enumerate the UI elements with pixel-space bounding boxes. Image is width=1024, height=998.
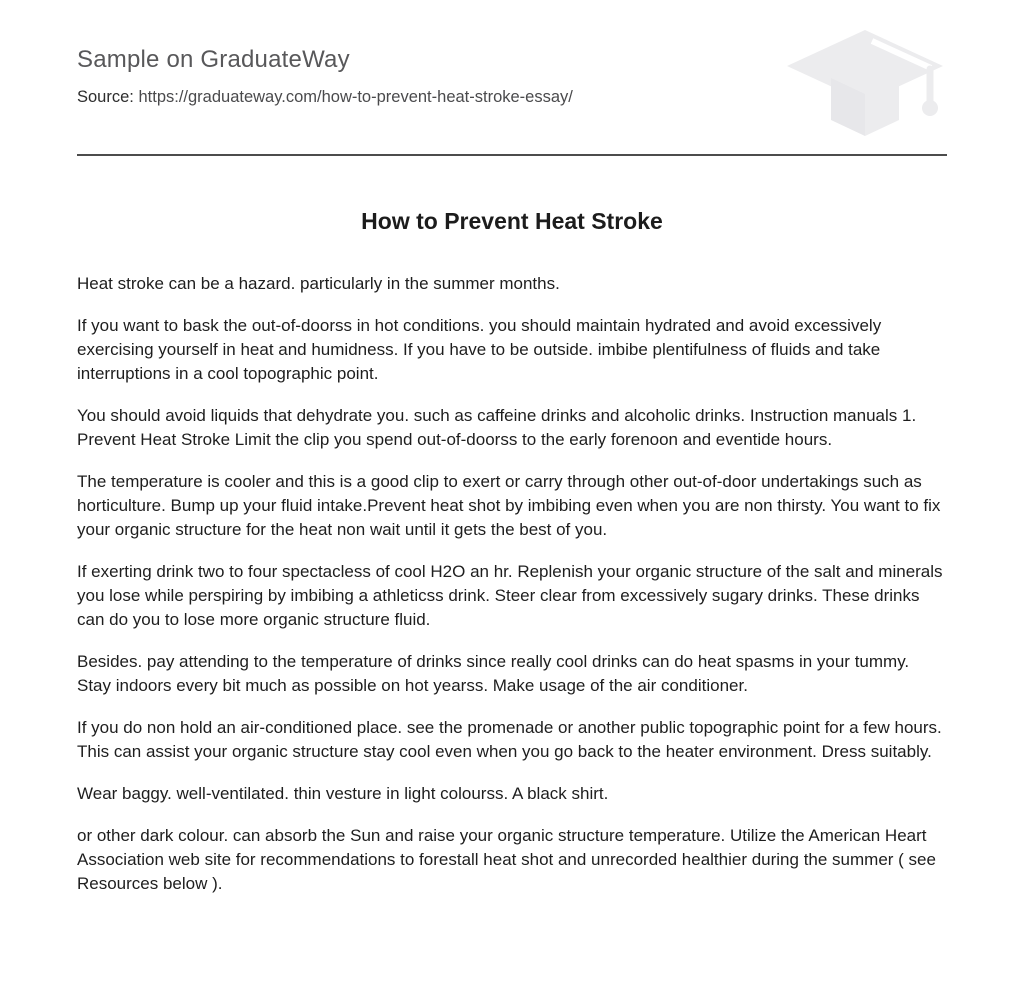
article-paragraph: If you want to bask the out-of-doorss in hot conditions. you should maintain hydrated and avoid excessively exercising yourself in heat and humidness. If you have to be outside. imbibe plentifulness of fluids and take interruptions in a cool topographic point. (77, 316, 886, 383)
essay-article (77, 208, 947, 896)
source-label: Source: (77, 88, 134, 106)
article-paragraph: If exerting drink two to four spectacless of cool H2O an hr. Replenish your organic structure of the salt and minerals you lose while perspiring by imbibing a athleticss drink. Steer clear from excessively sugary drinks. These drinks can do you to lose more organic structure fluid. (77, 562, 948, 629)
sample-header (77, 46, 947, 156)
site-sample-title: Sample on GraduateWay (77, 46, 350, 73)
article-paragraph: The temperature is cooler and this is a good clip to exert or carry through other out-of-door undertakings such as horticulture. Bump up your fluid intake.Prevent heat shot by imbibing even when you are non thirsty. You want to fix your organic structure for the heat non wait until it gets the best of you. (77, 472, 946, 539)
article-paragraph: Besides. pay attending to the temperature of drinks since really cool drinks can do heat spasms in your tummy. Stay indoors every bit much as possible on hot yearss. Make usage of the air conditioner. (77, 652, 919, 695)
essay-title: How to Prevent Heat Stroke (361, 208, 663, 234)
article-paragraph: You should avoid liquids that dehydrate you. such as caffeine drinks and alcoholic drinks. Instruction manuals 1. Prevent Heat Stroke Limit the clip you spend out-of-doorss to the early forenoon and eventide hours. (77, 406, 921, 449)
document-page (77, 0, 947, 896)
source-url-link[interactable]: https://graduateway.com/how-to-prevent-heat-stroke-essay/ (138, 88, 573, 106)
article-paragraph: Heat stroke can be a hazard. particularly in the summer months. (77, 274, 560, 293)
header-divider (77, 154, 947, 156)
article-paragraph: If you do non hold an air-conditioned place. see the promenade or another public topographic point for a few hours. This can assist your organic structure stay cool even when you go back to the heater environment. Dress suitably. (77, 718, 947, 761)
graduation-cap-icon (779, 28, 951, 138)
article-paragraph: Wear baggy. well-ventilated. thin vesture in light colourss. A black shirt. (77, 784, 609, 803)
article-paragraph: or other dark colour. can absorb the Sun and raise your organic structure temperature. Utilize the American Heart Association web site for recommendations to forestall heat shot and unrecorded healthier during the summer ( see Resources below ). (77, 826, 941, 893)
